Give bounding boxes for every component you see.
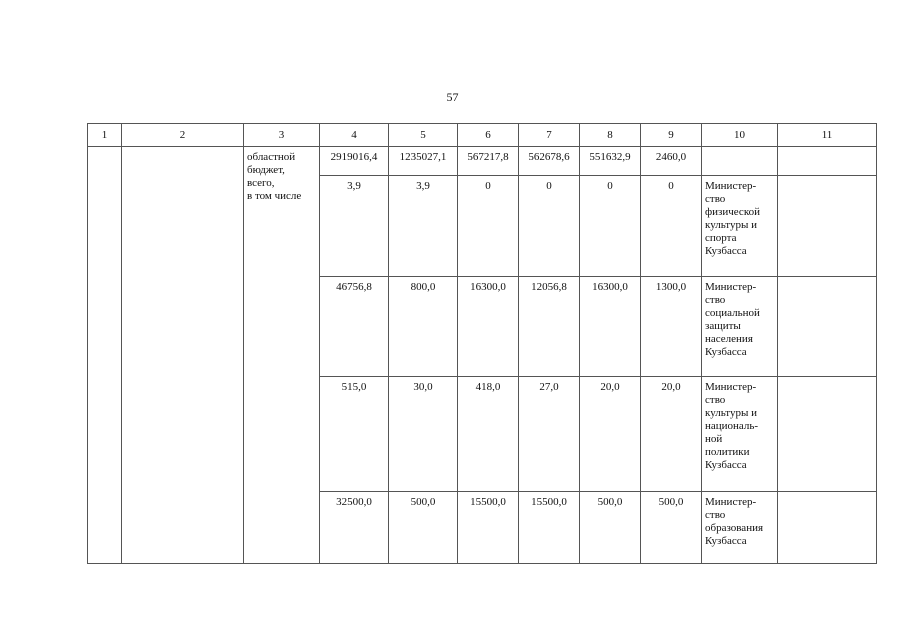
column-header: 2	[122, 124, 244, 147]
column-header: 4	[320, 124, 389, 147]
value-cell: 0	[458, 176, 519, 277]
note-cell	[778, 176, 877, 277]
note-cell	[778, 492, 877, 564]
value-cell: 12056,8	[519, 277, 580, 377]
value-cell: 16300,0	[458, 277, 519, 377]
value-cell: 20,0	[641, 377, 702, 492]
budget-table	[87, 123, 877, 564]
value-cell: 15500,0	[458, 492, 519, 564]
executor-cell: Министер- ство физической культуры и спорта Кузбасса	[702, 176, 778, 277]
value-cell: 2919016,4	[320, 147, 389, 176]
note-cell	[778, 277, 877, 377]
value-cell: 2460,0	[641, 147, 702, 176]
note-cell	[778, 147, 877, 176]
column-header: 8	[580, 124, 641, 147]
value-cell: 15500,0	[519, 492, 580, 564]
value-cell: 20,0	[580, 377, 641, 492]
value-cell: 0	[580, 176, 641, 277]
executor-cell	[702, 147, 778, 176]
executor-cell: Министер- ство образования Кузбасса	[702, 492, 778, 564]
value-cell: 515,0	[320, 377, 389, 492]
column-header: 11	[778, 124, 877, 147]
value-cell: 0	[519, 176, 580, 277]
value-cell: 418,0	[458, 377, 519, 492]
value-cell: 32500,0	[320, 492, 389, 564]
col-1-cell	[88, 147, 122, 564]
column-header: 6	[458, 124, 519, 147]
executor-cell: Министер- ство социальной защиты населения Кузбасса	[702, 277, 778, 377]
table-row	[88, 147, 877, 176]
value-cell: 1300,0	[641, 277, 702, 377]
value-cell: 3,9	[320, 176, 389, 277]
value-cell: 27,0	[519, 377, 580, 492]
value-cell: 3,9	[389, 176, 458, 277]
value-cell: 16300,0	[580, 277, 641, 377]
value-cell: 551632,9	[580, 147, 641, 176]
column-header: 9	[641, 124, 702, 147]
value-cell: 0	[641, 176, 702, 277]
value-cell: 30,0	[389, 377, 458, 492]
value-cell: 567217,8	[458, 147, 519, 176]
page-number: 57	[446, 90, 459, 104]
col-2-cell	[122, 147, 244, 564]
value-cell: 46756,8	[320, 277, 389, 377]
value-cell: 500,0	[389, 492, 458, 564]
column-header: 7	[519, 124, 580, 147]
funding-source-label: областной бюджет, всего, в том числе	[244, 147, 320, 564]
value-cell: 800,0	[389, 277, 458, 377]
column-header: 10	[702, 124, 778, 147]
column-header: 3	[244, 124, 320, 147]
value-cell: 500,0	[580, 492, 641, 564]
note-cell	[778, 377, 877, 492]
value-cell: 562678,6	[519, 147, 580, 176]
executor-cell: Министер- ство культуры и националь- ной политики Кузбасса	[702, 377, 778, 492]
column-header: 5	[389, 124, 458, 147]
value-cell: 500,0	[641, 492, 702, 564]
header-row	[88, 124, 877, 147]
value-cell: 1235027,1	[389, 147, 458, 176]
column-header: 1	[88, 124, 122, 147]
